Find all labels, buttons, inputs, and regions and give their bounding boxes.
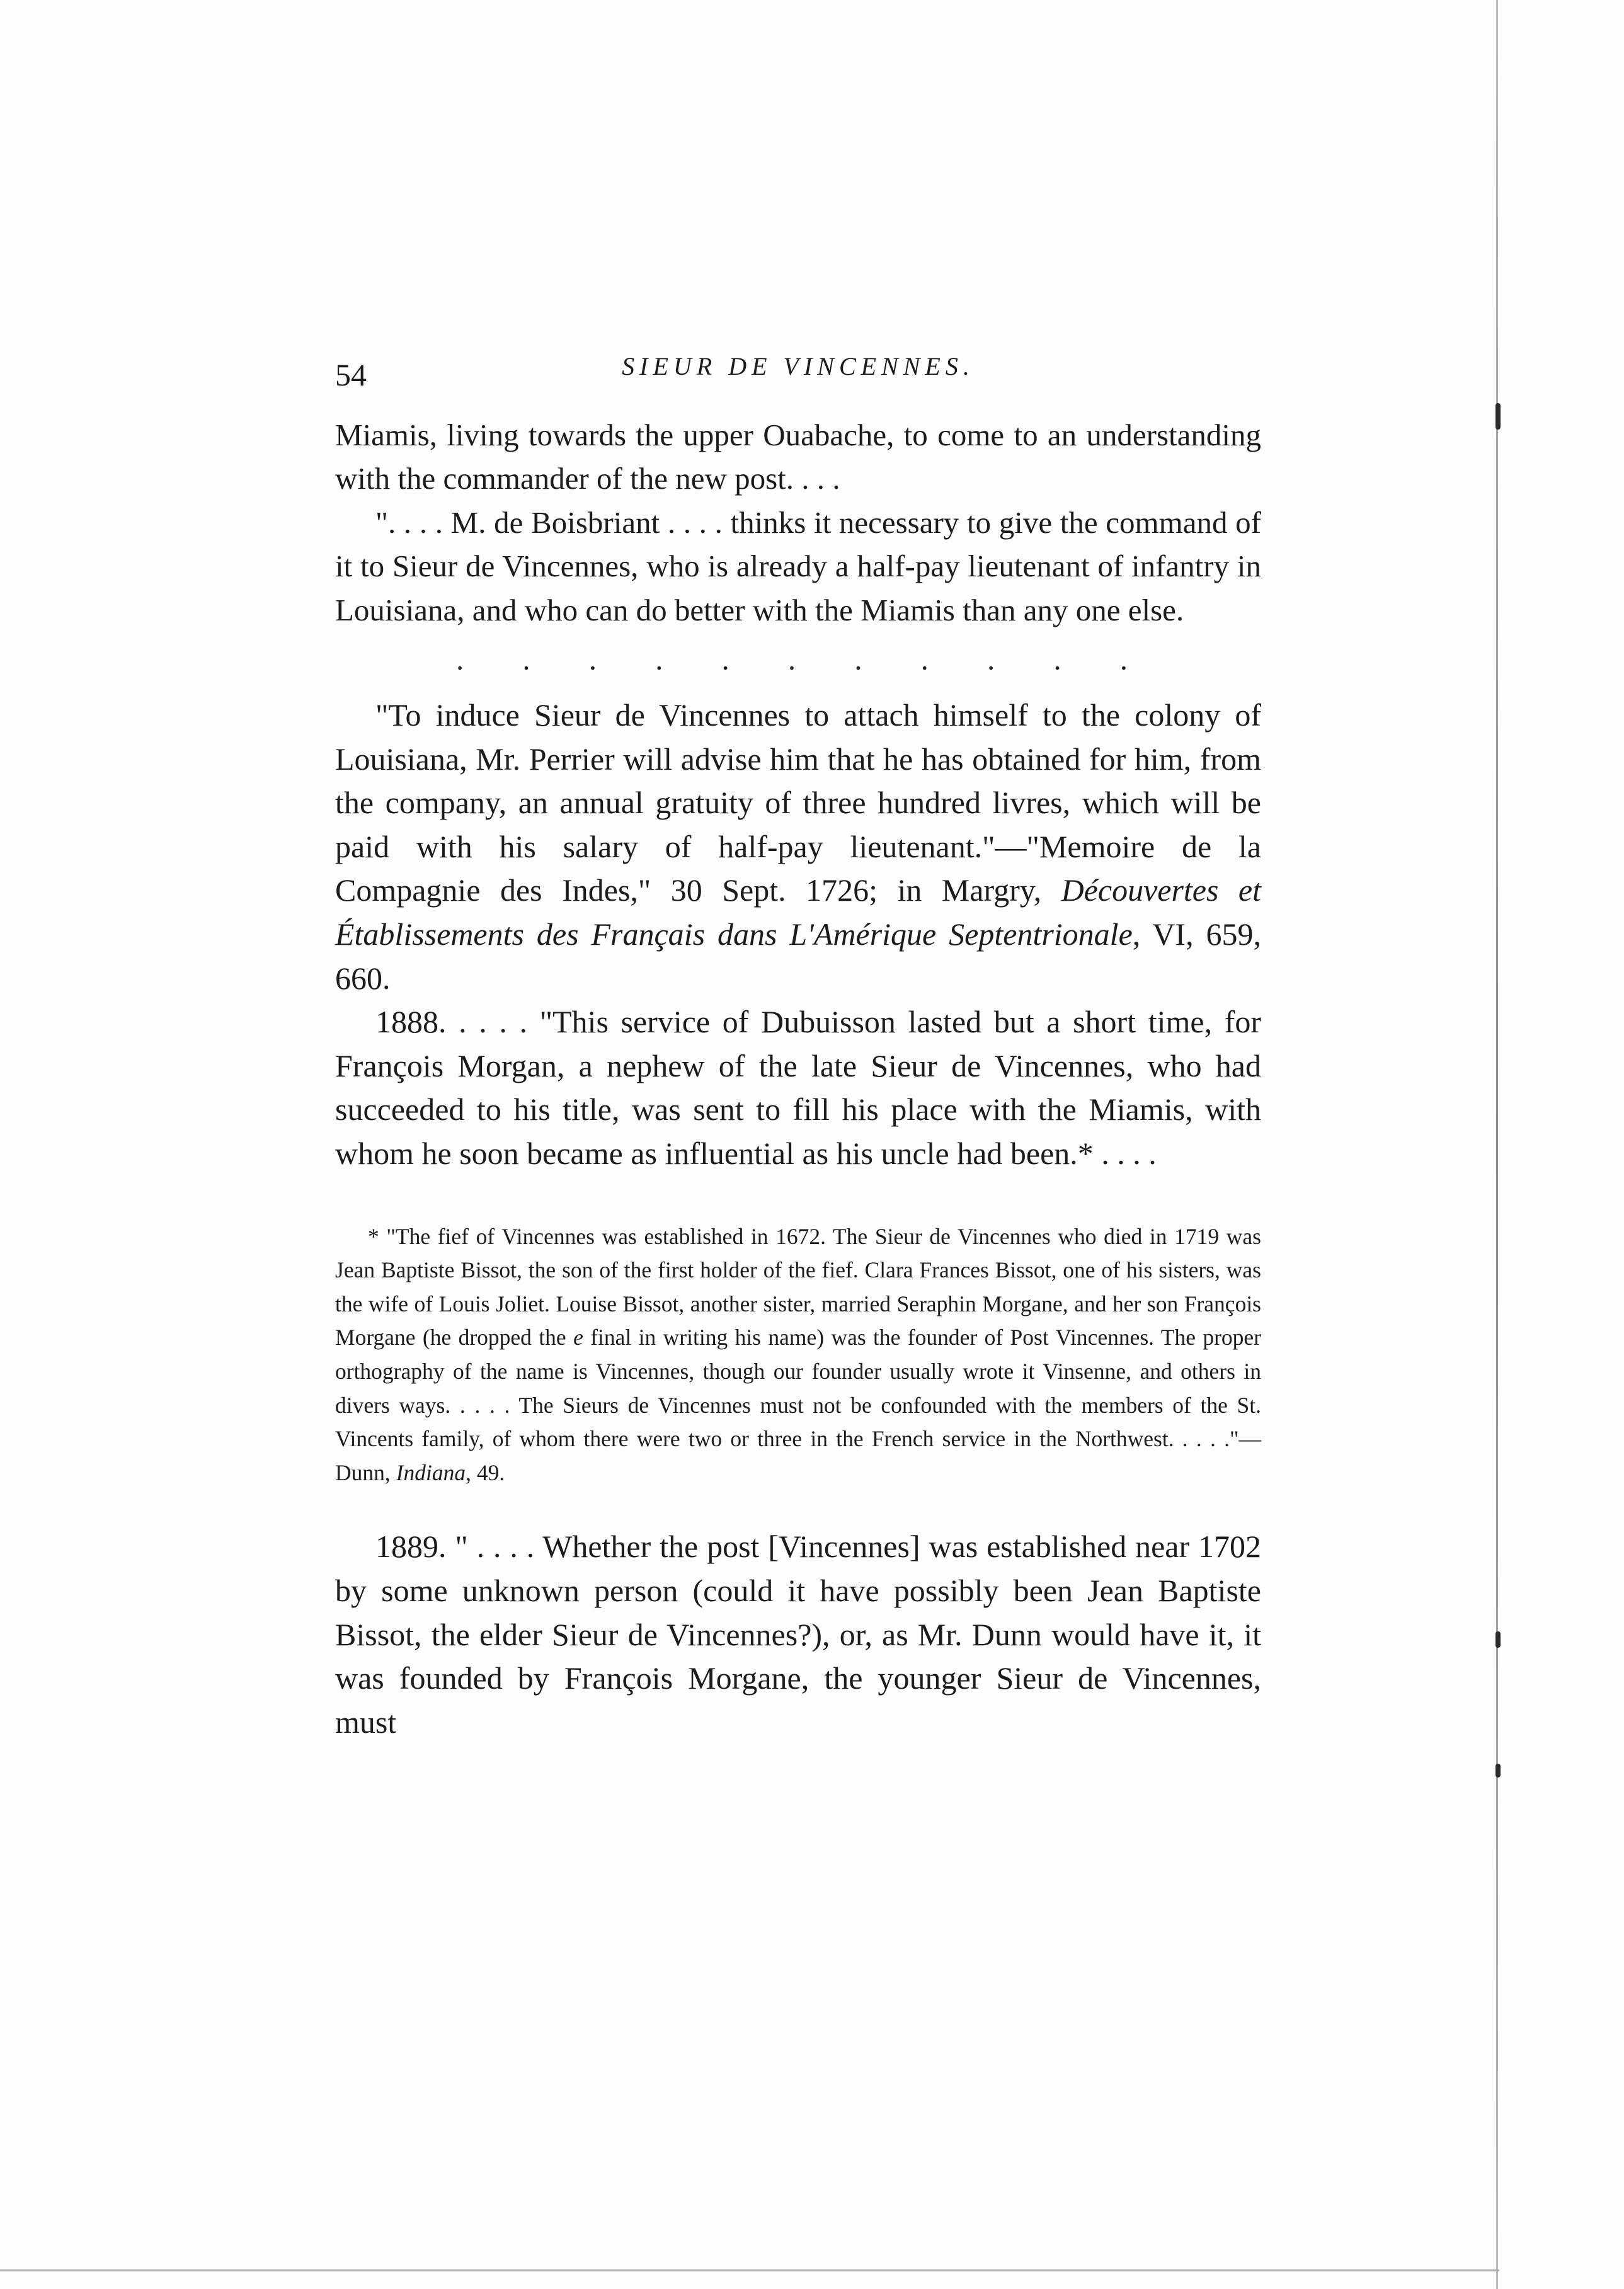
- running-title: SIEUR DE VINCENNES.: [622, 352, 975, 380]
- page-edge-bottom: [0, 2269, 1499, 2271]
- footnote-source-title: Indiana: [396, 1459, 466, 1485]
- ellipsis-dot: .: [987, 642, 995, 677]
- quoted-paragraph: [335, 694, 1261, 1000]
- book-title: Découvertes et Établissements des Français dans L'Amérique Septentrionale: [335, 872, 1262, 952]
- page-number: 54: [335, 357, 367, 392]
- edge-mark: [1495, 1631, 1501, 1648]
- paragraph-1888: 1888. . . . . "This service of Dubuisson lasted but a short time, for François Morgan, a nephew of the late Sieur de Vincennes, who had succeeded to his title, was sent to fill his place with the Miamis, with whom he soon became as influential as his uncle had been.* . . . .: [335, 1004, 1261, 1171]
- paragraph-1889: 1889. " . . . . Whether the post [Vincennes] was established near 1702 by some unknown person (could it have possibly been Jean Baptiste Bissot, the elder Sieur de Vincennes?), or, as Mr. Dunn would have it, it was founded by François Morgane, the younger Sieur de Vincennes, must: [335, 1529, 1261, 1740]
- footnote-part: final in writing his name) was the founder of Post Vincennes. The proper orthography of the name is Vincennes, though our founder usually wrote it Vinsenne, and others in divers ways. . . . . The Sieurs de Vincennes must not be confounded with the members of the St. Vincents family, of whom there were two or three in the French service in the Northwest. . . . ."—Dunn,: [335, 1325, 1261, 1485]
- ellipsis-dot: .: [1053, 642, 1061, 677]
- ellipsis-dot: .: [920, 642, 929, 677]
- ellipsis-dot: .: [854, 642, 862, 677]
- footnote-part: * "The fief of Vincennes was established in 1672. The Sieur de Vincennes who died in 1719 was Jean Baptiste Bissot, the son of the first holder of the fief. Clara Frances Bissot, one of his sisters, was the wife of Louis Joliet. Louise Bissot, another sister, married Seraphin Morgane, and her son François Morgane (he dropped the: [335, 1223, 1261, 1350]
- footnote-italic-letter: e: [573, 1325, 583, 1350]
- footnote-part: , 49.: [466, 1459, 505, 1485]
- running-head: [335, 345, 1261, 402]
- page-edge: [1496, 0, 1498, 2289]
- paragraph: Miamis, living towards the upper Ouabache, to come to an understanding with the commander of the new post. . . .: [335, 418, 1261, 496]
- paragraph: ". . . . M. de Boisbriant . . . . thinks it necessary to give the command of it to Sieur de Vincennes, who is already a half-pay lieutenant of infantry in Louisiana, and who can do better with the Miamis than any one else.: [335, 505, 1261, 627]
- ellipsis-dot: .: [721, 642, 729, 677]
- quote-text: "To induce Sieur de Vincennes to attach himself to the colony of Louisiana, Mr. Perrier will advise him that he has obtained for him, from the company, an annual gratuity of three hundred livres, which will be paid with his salary of half-pay lieutenant."—"Memoire de la Compagnie des Indes," 30 Sept. 1726; in Margry,: [335, 697, 1261, 908]
- ellipsis-dot: .: [655, 642, 663, 677]
- footnote: [335, 1220, 1261, 1490]
- edge-mark: [1495, 1764, 1501, 1778]
- ellipsis-dot: .: [1119, 642, 1128, 677]
- page-body: [335, 413, 1261, 1744]
- edge-mark: [1495, 403, 1501, 430]
- ellipsis-dot: .: [456, 642, 464, 677]
- ellipsis-dot: .: [787, 642, 796, 677]
- ellipsis-dot: .: [588, 642, 597, 677]
- citation-text: , VI, 659, 660.: [335, 916, 1261, 996]
- ellipsis-row: [335, 639, 1261, 680]
- ellipsis-dot: .: [522, 642, 530, 677]
- footnote-text: [335, 1220, 1261, 1490]
